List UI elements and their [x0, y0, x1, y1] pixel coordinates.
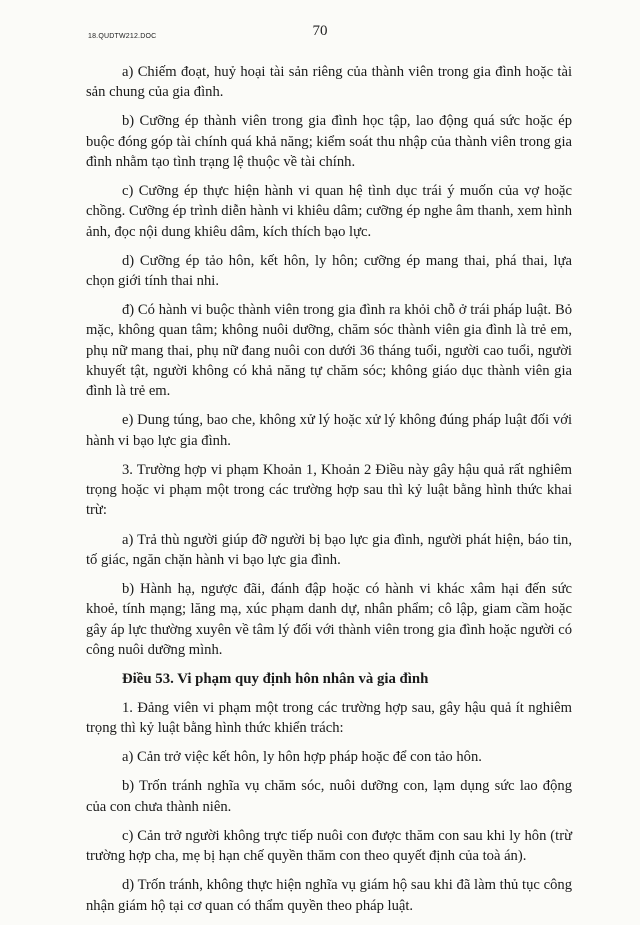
paragraph-item-e-condoning: e) Dung túng, bao che, không xử lý hoặc xử lý không đúng pháp luật đối với hành vi bạo lực gia đình.	[86, 412, 572, 449]
paragraph-item-c-sexual-coercion: c) Cưỡng ép thực hiện hành vi quan hệ tình dục trái ý muốn của vợ hoặc chồng. Cưỡng ép trình diễn hành vi khiêu dâm; cưỡng ép nghe âm thanh, xem hình ảnh, đọc nội dung khiêu dâm, kích thích bạo lực.	[86, 183, 572, 240]
paragraph-article-item-b: b) Trốn tránh nghĩa vụ chăm sóc, nuôi dưỡng con, lạm dụng sức lao động của con chưa thành niên.	[86, 778, 572, 815]
paragraph-article-item-d: d) Trốn tránh, không thực hiện nghĩa vụ giám hộ sau khi đã làm thủ tục công nhận giám hộ tại cơ quan có thẩm quyền theo pháp luật.	[86, 877, 572, 914]
paragraph-article-item-c: c) Cản trở người không trực tiếp nuôi con được thăm con sau khi ly hôn (trừ trường hợp cha, mẹ bị hạn chế quyền thăm con theo quyết định của toà án).	[86, 827, 572, 865]
document-body	[86, 62, 572, 925]
article-heading: Điều 53. Vi phạm quy định hôn nhân và gia đình	[122, 670, 429, 687]
paragraph-article-clause-1: 1. Đảng viên vi phạm một trong các trường hợp sau, gây hậu quả ít nghiêm trọng thì kỷ luật bằng hình thức khiển trách:	[86, 699, 572, 737]
document-file-code: 18.QUDTW212.DOC	[88, 33, 157, 40]
paragraph-item-a-property: a) Chiếm đoạt, huỷ hoại tài sản riêng của thành viên trong gia đình hoặc tài sản chung của gia đình.	[86, 64, 572, 101]
paragraph-item-d-forced-marriage: d) Cưỡng ép tảo hôn, kết hôn, ly hôn; cưỡng ép mang thai, phá thai, lựa chọn giới tính thai nhi.	[86, 252, 572, 290]
paragraph-clause-3-item-b: b) Hành hạ, ngược đãi, đánh đập hoặc có hành vi khác xâm hại đến sức khoẻ, tính mạng; lăng mạ, xúc phạm danh dự, nhân phẩm; cô lập, giam cầm hoặc gây áp lực thường xuyên về tâm lý đối với thành viên trong gia đình hoặc người có công nuôi dưỡng mình.	[86, 580, 572, 658]
paragraph-article-item-a: a) Cản trở việc kết hôn, ly hôn hợp pháp hoặc để con tảo hôn.	[122, 749, 482, 766]
paragraph-item-dd-eviction-neglect: đ) Có hành vi buộc thành viên trong gia đình ra khỏi chỗ ở trái pháp luật. Bỏ mặc, không quan tâm; không nuôi dưỡng, chăm sóc thành viên gia đình là trẻ em, phụ nữ mang thai, phụ nữ đang nuôi con dưới 36 tháng tuổi, người cao tuổi, người khuyết tật, người không có khả năng tự chăm sóc; không giáo dục thành viên gia đình là trẻ em.	[86, 302, 572, 400]
page-number: 70	[312, 23, 328, 39]
paragraph-item-b-forced-labor: b) Cưỡng ép thành viên trong gia đình học tập, lao động quá sức hoặc ép buộc đóng góp tài chính quá khả năng; kiểm soát thu nhập của thành viên trong gia đình nhằm tạo tình trạng lệ thuộc về tài chính.	[86, 113, 572, 170]
paragraph-clause-3: 3. Trường hợp vi phạm Khoản 1, Khoản 2 Điều này gây hậu quả rất nghiêm trọng hoặc vi phạm một trong các trường hợp sau thì kỷ luật bằng hình thức khai trừ:	[86, 461, 572, 519]
paragraph-clause-3-item-a: a) Trả thù người giúp đỡ người bị bạo lực gia đình, người phát hiện, báo tin, tố giác, ngăn chặn hành vi bạo lực gia đình.	[86, 531, 572, 568]
